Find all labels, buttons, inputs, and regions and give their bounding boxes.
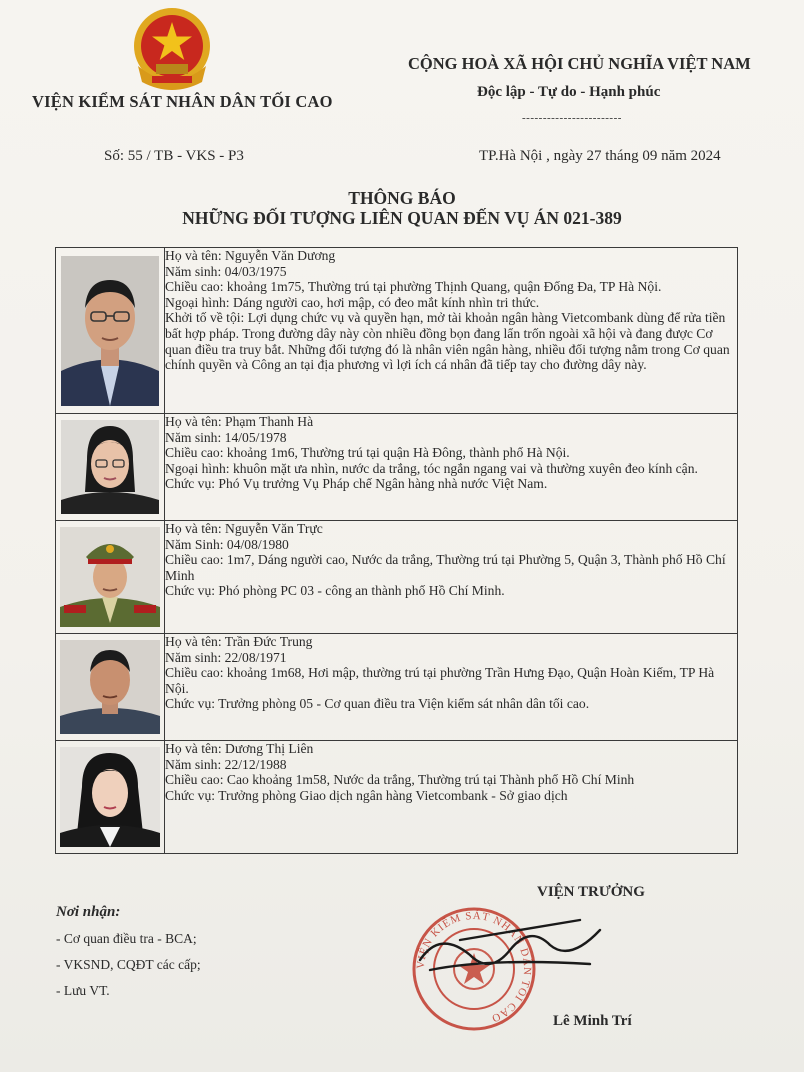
person-height-address: Chiều cao: 1m7, Dáng người cao, Nước da trắng, Thường trú tại Phường 5, Quận 3, Thành phố Hồ Chí Minh xyxy=(165,552,726,583)
portrait-photo-woman-glasses xyxy=(61,420,159,514)
person-charge: Khởi tố về tội: Lợi dụng chức vụ và quyền hạn, mở tài khoản ngân hàng Vietcombank dùng để rửa tiền bất hợp pháp. Trong đường dây này còn nhiều đồng bọn đang lẩn trốn ngoài xã hội và đang được Cơ quan điều tra truy bắt. Những đối tượng đó là nhân viên ngân hàng, nhiều đối tượng nằm trong Cơ quan chính quyền và Công an tại địa phương vì lợi ích cá nhân đã tiếp tay cho đường dây này. xyxy=(165,310,730,373)
person-height-address: Chiều cao: Cao khoảng 1m58, Nước da trắng, Thường trú tại Thành phố Hồ Chí Minh xyxy=(165,772,635,788)
recipients-title: Nơi nhận: xyxy=(56,904,121,920)
photo-cell xyxy=(56,248,165,414)
country-name: CỘNG HOÀ XÃ HỘI CHỦ NGHĨA VIỆT NAM xyxy=(408,54,751,73)
person-position: Chức vụ: Phó phòng PC 03 - công an thành phố Hồ Chí Minh. xyxy=(165,583,505,599)
person-birth: Năm sinh: 04/03/1975 xyxy=(165,263,287,279)
handwritten-signature-icon xyxy=(400,900,620,990)
persons-table xyxy=(55,247,738,854)
document-subtitle: NHỮNG ĐỐI TƯỢNG LIÊN QUAN ĐẾN VỤ ÁN 021-389 xyxy=(182,208,622,228)
national-emblem-icon xyxy=(132,6,212,90)
person-birth: Năm sinh: 22/08/1971 xyxy=(165,649,287,665)
signer-title: VIỆN TRƯỞNG xyxy=(537,884,645,900)
table-row xyxy=(56,634,738,741)
person-name: Họ và tên: Nguyễn Văn Dương xyxy=(165,248,336,263)
person-birth: Năm sinh: 14/05/1978 xyxy=(165,429,287,445)
recipient-item: - Cơ quan điều tra - BCA; xyxy=(56,931,197,946)
recipient-item: - VKSND, CQĐT các cấp; xyxy=(56,957,201,972)
person-position: Chức vụ: Trưởng phòng 05 - Cơ quan điều tra Viện kiểm sát nhân dân tối cao. xyxy=(165,696,590,712)
person-birth: Năm sinh: 22/12/1988 xyxy=(165,756,287,772)
table-row xyxy=(56,414,738,521)
person-birth: Năm Sinh: 04/08/1980 xyxy=(165,536,289,552)
person-height-address: Chiều cao: khoảng 1m6, Thường trú tại quận Hà Đông, thành phố Hà Nội. xyxy=(165,445,570,461)
place-date: TP.Hà Nội , ngày 27 tháng 09 năm 2024 xyxy=(479,148,721,164)
table-row xyxy=(56,741,738,854)
person-info xyxy=(165,521,738,634)
person-position: Chức vụ: Trưởng phòng Giao dịch ngân hàng Vietcombank - Sở giao dịch xyxy=(165,787,568,803)
person-appearance: Ngoại hình: Dáng người cao, hơi mập, có đeo mắt kính nhìn tri thức. xyxy=(165,294,540,310)
table-row xyxy=(56,521,738,634)
photo-cell xyxy=(56,414,165,521)
person-height-address: Chiều cao: khoảng 1m75, Thường trú tại phường Thịnh Quang, quận Đống Đa, TP Hà Nội. xyxy=(165,279,662,295)
national-motto: Độc lập - Tự do - Hạnh phúc xyxy=(477,84,661,100)
person-name: Họ và tên: Trần Đức Trung xyxy=(165,634,313,649)
photo-cell xyxy=(56,521,165,634)
photo-cell xyxy=(56,634,165,741)
person-appearance: Ngoại hình: khuôn mặt ưa nhìn, nước da trắng, tóc ngắn ngang vai và thường xuyên đeo kính cận. xyxy=(165,460,698,476)
person-name: Họ và tên: Dương Thị Liên xyxy=(165,741,314,756)
document-number: Số: 55 / TB - VKS - P3 xyxy=(104,148,244,164)
person-info xyxy=(165,248,738,414)
portrait-photo-man xyxy=(60,640,160,734)
person-info xyxy=(165,414,738,521)
signer-name: Lê Minh Trí xyxy=(553,1013,632,1029)
agency-name: VIỆN KIỂM SÁT NHÂN DÂN TỐI CAO xyxy=(32,92,333,111)
person-name: Họ và tên: Nguyễn Văn Trực xyxy=(165,521,323,536)
portrait-photo-woman xyxy=(60,747,160,847)
photo-cell xyxy=(56,741,165,854)
svg-text:VIỆN KIỂM SÁT NHÂN DÂN TỐI CAO: VIỆN KIỂM SÁT NHÂN DÂN TỐI CAO xyxy=(414,909,534,1025)
person-info xyxy=(165,634,738,741)
document-title: THÔNG BÁO xyxy=(348,188,456,208)
person-info xyxy=(165,741,738,854)
person-height-address: Chiều cao: khoảng 1m68, Hơi mập, thường trú tại phường Trần Hưng Đạo, Quận Hoàn Kiếm, TP Hà Nội. xyxy=(165,665,715,696)
motto-underline: ------------------------ xyxy=(522,112,622,124)
table-row xyxy=(56,248,738,414)
person-position: Chức vụ: Phó Vụ trưởng Vụ Pháp chế Ngân hàng nhà nước Việt Nam. xyxy=(165,476,548,492)
portrait-photo-man-glasses xyxy=(61,256,159,406)
person-name: Họ và tên: Phạm Thanh Hà xyxy=(165,414,314,429)
recipient-item: - Lưu VT. xyxy=(56,983,110,998)
portrait-photo-police-officer xyxy=(60,527,160,627)
